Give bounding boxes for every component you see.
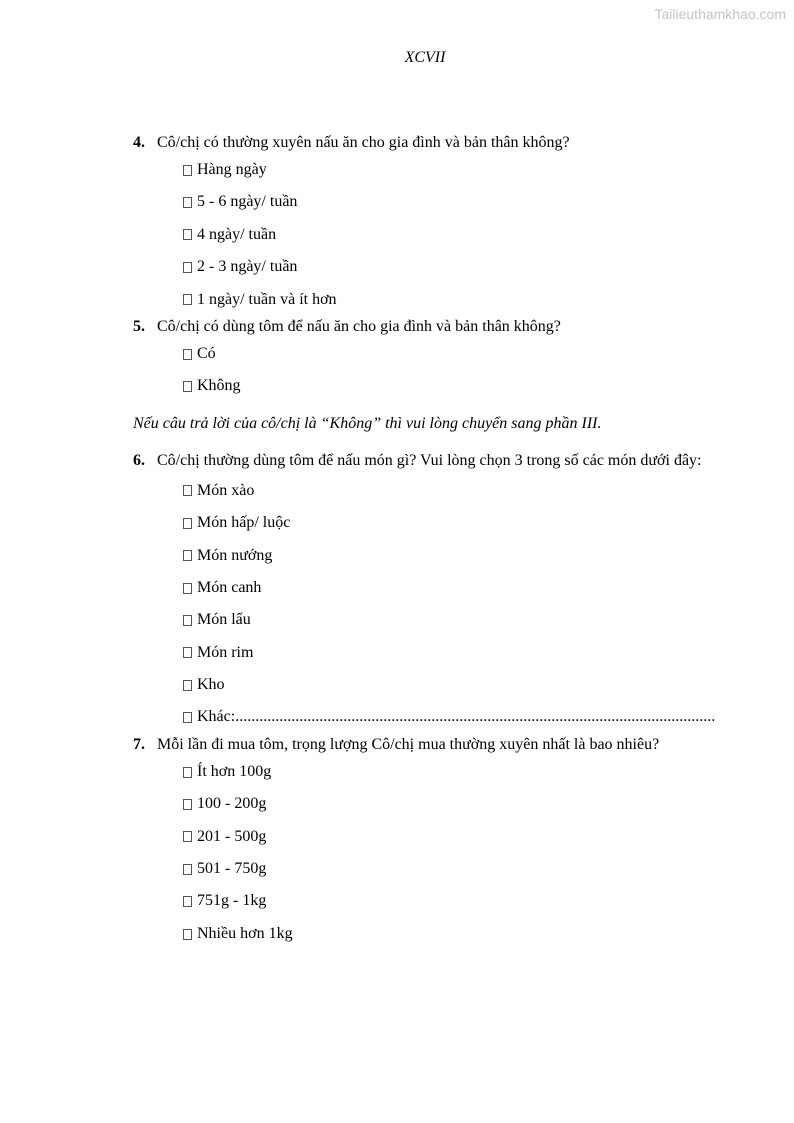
option-label: Món xào (197, 481, 255, 499)
option-label: 2 - 3 ngày/ tuần (197, 258, 298, 276)
questionnaire (133, 132, 733, 950)
skip-note: Nếu câu trả lời của cô/chị là “Không” thì vui lòng chuyển sang phần III. (133, 414, 602, 432)
checkbox[interactable] (183, 896, 192, 907)
question-number: 7. (133, 735, 145, 753)
checkbox[interactable] (183, 864, 192, 875)
question-5 (133, 316, 733, 338)
checkbox[interactable] (183, 680, 192, 691)
checkbox[interactable] (183, 929, 192, 940)
question-text: Cô/chị có thường xuyên nấu ăn cho gia đình và bản thân không? (157, 134, 570, 151)
option-label: 5 - 6 ngày/ tuần (197, 193, 298, 211)
checkbox[interactable] (183, 349, 192, 360)
option[interactable] (183, 572, 733, 604)
option-label: 1 ngày/ tuần và ít hơn (197, 290, 337, 308)
checkbox[interactable] (183, 518, 192, 529)
option[interactable] (183, 338, 733, 370)
checkbox[interactable] (183, 647, 192, 658)
option[interactable] (183, 540, 733, 572)
option-label: Hàng ngày (197, 161, 267, 178)
option[interactable] (183, 251, 733, 283)
checkbox[interactable] (183, 485, 192, 496)
question-number: 5. (133, 317, 145, 335)
option-label: 501 - 750g (197, 860, 267, 878)
option-label: Ít hơn 100g (197, 762, 272, 780)
checkbox[interactable] (183, 197, 192, 208)
question-4-options (183, 154, 733, 316)
option-label: Không (197, 377, 241, 395)
option-label: Món rim (197, 643, 254, 661)
option[interactable] (183, 821, 733, 853)
question-6 (133, 447, 733, 475)
checkbox[interactable] (183, 712, 192, 723)
question-7-options (183, 756, 733, 950)
checkbox[interactable] (183, 799, 192, 810)
option[interactable] (183, 918, 733, 950)
option-label: Nhiều hơn 1kg (197, 924, 293, 942)
question-text: Mỗi lần đi mua tôm, trọng lượng Cô/chị mua thường xuyên nhất là bao nhiêu? (157, 735, 660, 753)
question-number: 4. (133, 134, 145, 151)
question-number: 6. (133, 451, 145, 469)
question-5-options (183, 338, 733, 403)
option-label: Khác: (197, 708, 236, 726)
checkbox[interactable] (183, 767, 192, 778)
option[interactable] (183, 604, 733, 636)
option-label: Món hấp/ luộc (197, 514, 291, 532)
page-number: XCVII (404, 49, 446, 66)
option-label: 751g - 1kg (197, 892, 267, 910)
option[interactable] (183, 637, 733, 669)
option[interactable] (183, 507, 733, 539)
option-label: 100 - 200g (197, 795, 267, 813)
option[interactable] (183, 284, 733, 316)
option-label: Món nướng (197, 546, 273, 564)
option[interactable] (183, 219, 733, 251)
option[interactable] (183, 186, 733, 218)
question-text: Cô/chị có dùng tôm để nấu ăn cho gia đình và bản thân không? (157, 317, 561, 335)
option[interactable] (183, 370, 733, 402)
option[interactable] (183, 756, 733, 788)
checkbox[interactable] (183, 294, 192, 305)
watermark: Tailieuthamkhao.com (654, 6, 786, 22)
question-6-options (183, 475, 733, 734)
option[interactable] (183, 669, 733, 701)
question-text: Cô/chị thường dùng tôm để nấu món gì? Vui lòng chọn 3 trong số các món dưới đây: (157, 451, 702, 469)
option-label: Có (197, 344, 216, 362)
option[interactable] (183, 154, 733, 186)
option[interactable] (183, 475, 733, 507)
option-label: Kho (197, 676, 225, 694)
checkbox[interactable] (183, 381, 192, 392)
option-label: 4 ngày/ tuần (197, 225, 277, 243)
option-label: Món canh (197, 578, 262, 596)
option[interactable] (183, 853, 733, 885)
option-label: Món lẩu (197, 611, 251, 629)
checkbox[interactable] (183, 615, 192, 626)
option-label: 201 - 500g (197, 827, 267, 845)
other-fill-line[interactable]: ........................................................................................................................ (235, 708, 716, 726)
checkbox[interactable] (183, 262, 192, 273)
option[interactable] (183, 788, 733, 820)
checkbox[interactable] (183, 831, 192, 842)
question-7 (133, 734, 733, 756)
question-4 (133, 132, 733, 154)
checkbox[interactable] (183, 229, 192, 240)
checkbox[interactable] (183, 583, 192, 594)
option-other[interactable] (183, 701, 753, 733)
option[interactable] (183, 885, 733, 917)
checkbox[interactable] (183, 165, 192, 176)
checkbox[interactable] (183, 550, 192, 561)
